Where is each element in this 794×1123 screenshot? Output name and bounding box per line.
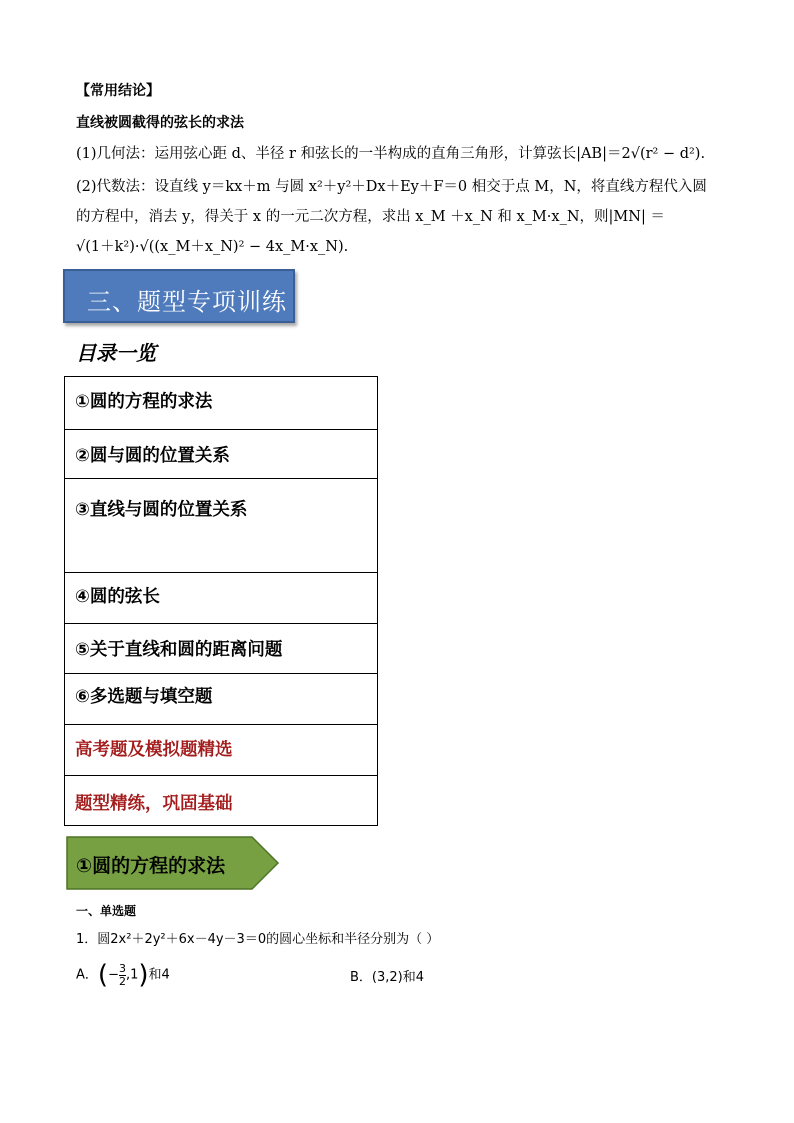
section-arrow-label: ①圆的方程的求法: [76, 855, 226, 877]
toc-item[interactable]: 题型精练，巩固基础: [65, 776, 378, 826]
geometric-method-text: (1)几何法：运用弦心距 d、半径 r 和弦长的一半构成的直角三角形，计算弦长|AB|＝2√(r² − d²).: [76, 146, 706, 162]
algebraic-method-line-1: (2)代数法：设直线 y＝kx＋m 与圆 x²＋y²＋Dx＋Ey＋F＝0 相交于点 M，N，将直线方程代入圆: [76, 179, 707, 195]
conclusion-title: 直线被圆截得的弦长的求法: [76, 115, 244, 131]
toc-item[interactable]: ③直线与圆的位置关系: [65, 479, 378, 573]
fraction: $\frac{3}{2}$: [118, 961, 126, 988]
toc-item[interactable]: ①圆的方程的求法: [65, 377, 378, 430]
question-1: 1．圆2x²＋2y²＋6x－4y－3＝0的圆心坐标和半径分别为（ ）: [76, 932, 440, 947]
question-section-title: 一、单选题: [76, 904, 137, 918]
toc-item[interactable]: ⑤关于直线和圆的距离问题: [65, 624, 378, 674]
option-a[interactable]: A．(− $\frac{3}{2}$ ,1)和4: [76, 960, 170, 990]
toc-item[interactable]: ⑥多选题与填空题: [65, 674, 378, 725]
algebraic-method-line-2: 的方程中，消去 y，得关于 x 的一元二次方程，求出 x_M ＋x_N 和 x_M·x_N，则|MN| ＝: [76, 209, 665, 225]
section-banner-title: 三、题型专项训练: [87, 288, 287, 316]
toc-title: 目录一览: [76, 341, 156, 365]
section-banner: [63, 269, 295, 323]
toc-item[interactable]: ②圆与圆的位置关系: [65, 430, 378, 479]
algebraic-method-formula: √(1＋k²)·√((x_M＋x_N)² − 4x_M·x_N).: [76, 239, 349, 255]
toc-item[interactable]: ④圆的弦长: [65, 573, 378, 624]
toc-table: [64, 376, 378, 826]
toc-item[interactable]: 高考题及模拟题精选: [65, 725, 378, 776]
option-b[interactable]: B．(3,2)和4: [350, 970, 425, 985]
conclusion-label: 【常用结论】: [76, 83, 160, 99]
